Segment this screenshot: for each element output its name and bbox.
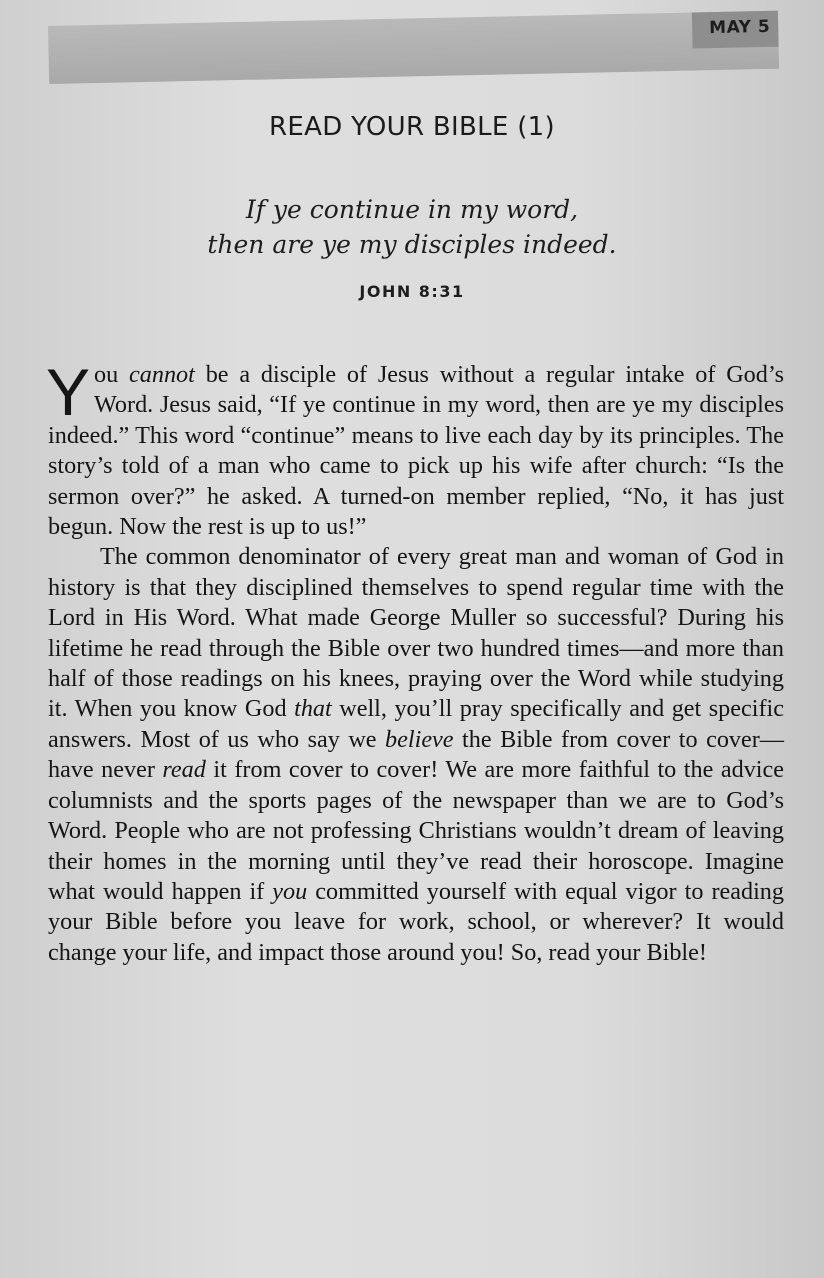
emphasis-text: you bbox=[272, 877, 308, 905]
text-segment: well, you’ll pray specifically and get specific answers. Most of us who say we bbox=[48, 695, 784, 753]
emphasis-text: read bbox=[162, 756, 206, 784]
drop-cap: Y bbox=[46, 355, 91, 429]
body-text bbox=[46, 355, 784, 968]
paragraph-1 bbox=[46, 355, 784, 542]
verse-line-2: then are ye my disciples indeed. bbox=[207, 230, 617, 259]
text-segment: committed yourself with equal vigor to reading your Bible before you leave for work, school, or wherever? It would change your life, and impact those around you! So, read your Bible! bbox=[48, 877, 784, 966]
emphasis-text: that bbox=[294, 695, 332, 723]
page-title: READ YOUR BIBLE (1) bbox=[269, 112, 555, 142]
verse-line-1: If ye continue in my word, bbox=[245, 195, 579, 224]
text-segment: be a disciple of Jesus without a regular intake of God’s Word. Jesus said, “If ye continue in my word, then are ye my disciples indeed.” This word “continue” means to live each day by its principles. The story’s told of a man who came to pick up his wife after church: “Is the sermon over?” he asked. A turned-on member replied, “No, it has just begun. Now the rest is up to us!” bbox=[48, 361, 784, 541]
text-segment: it from cover to cover! We are more faithful to the advice columnists and the sports pages of the newspaper than we are to God’s Word. People who are not professing Christians wouldn’t dream of leaving their homes in the morning until they’ve read their horoscope. Imagine what would happen if bbox=[48, 756, 784, 905]
emphasis-text: cannot bbox=[129, 361, 195, 388]
header-band bbox=[48, 11, 779, 84]
paragraph-2 bbox=[48, 542, 784, 968]
text-segment: ou bbox=[94, 361, 130, 388]
date-label: MAY 5 bbox=[708, 16, 771, 39]
text-segment: The common denominator of every great man and woman of God in history is that they disciplined themselves to spend regular time with the Lord in His Word. What made George Muller so successful? During his lifetime he read through the Bible over two hundred times—and more than half of those readings on his knees, praying over the Word while studying it. When you know God bbox=[48, 543, 784, 723]
verse-reference: JOHN 8:31 bbox=[359, 282, 465, 301]
emphasis-text: believe bbox=[385, 725, 454, 753]
date-tab bbox=[692, 11, 779, 49]
text-segment: the Bible from cover to cover—have never bbox=[48, 725, 784, 784]
scripture-verse bbox=[0, 192, 824, 262]
